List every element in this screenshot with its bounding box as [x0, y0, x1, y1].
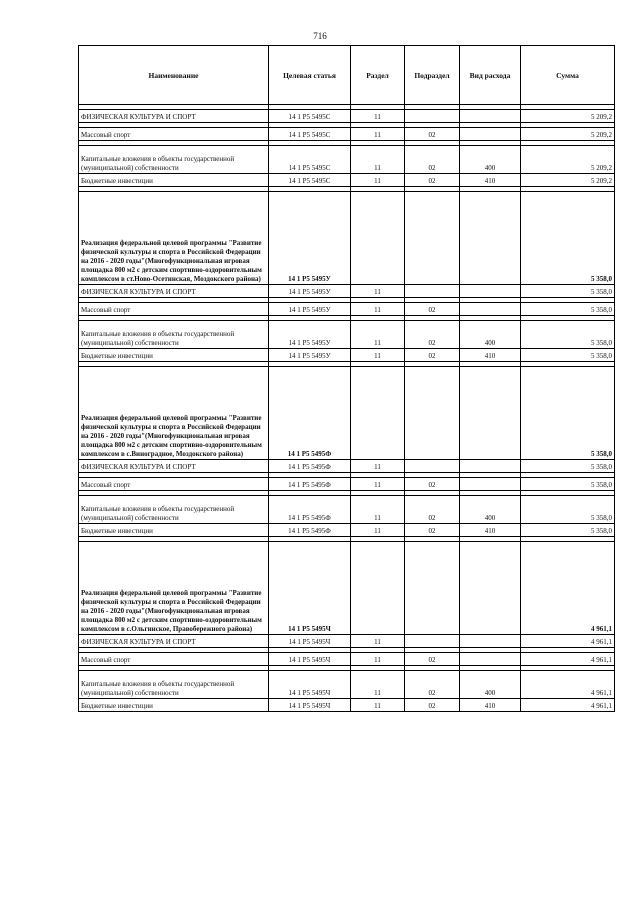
table-row [79, 542, 615, 635]
cell-expense-type [460, 653, 521, 666]
cell-section: 11 [351, 349, 405, 362]
cell-name: Массовый спорт [79, 128, 269, 141]
cell-subsection [405, 460, 460, 473]
cell-sum: 5 209,2 [521, 128, 615, 141]
cell-expense-type [460, 635, 521, 648]
cell-expense-type [460, 542, 521, 635]
cell-code: 14 1 P5 5495Ф [269, 496, 351, 524]
cell-section: 11 [351, 653, 405, 666]
cell-code: 14 1 P5 5495Ф [269, 367, 351, 460]
cell-section: 11 [351, 110, 405, 123]
cell-sum: 5 358,0 [521, 192, 615, 285]
cell-code: 14 1 P5 5495С [269, 110, 351, 123]
cell-sum: 5 358,0 [521, 285, 615, 298]
cell-section: 11 [351, 303, 405, 316]
cell-section: 11 [351, 478, 405, 491]
table-row [79, 349, 615, 362]
cell-sum: 5 358,0 [521, 321, 615, 349]
cell-name: Массовый спорт [79, 478, 269, 491]
cell-name: ФИЗИЧЕСКАЯ КУЛЬТУРА И СПОРТ [79, 110, 269, 123]
cell-sum: 5 358,0 [521, 367, 615, 460]
cell-name: Массовый спорт [79, 303, 269, 316]
cell-expense-type [460, 285, 521, 298]
cell-name: Бюджетные инвестиции [79, 524, 269, 537]
cell-name: Реализация федеральной целевой программы "Развитие физической культуры и спорта в Российской Федерации на 2016 - 2020 годы"(Многофункциональная игровая площадка 800 м2 с детским спортивно-оздоровительным комплексом в с.Ольгинское, Правобережного района) [79, 542, 269, 635]
table-body [79, 105, 615, 712]
cell-section [351, 367, 405, 460]
cell-code: 14 1 P5 5495У [269, 349, 351, 362]
cell-code: 14 1 P5 5495У [269, 285, 351, 298]
table-row [79, 303, 615, 316]
cell-code: 14 1 P5 5495С [269, 128, 351, 141]
cell-section: 11 [351, 128, 405, 141]
cell-name: ФИЗИЧЕСКАЯ КУЛЬТУРА И СПОРТ [79, 285, 269, 298]
cell-expense-type: 400 [460, 146, 521, 174]
cell-expense-type: 410 [460, 349, 521, 362]
cell-code: 14 1 P5 5495Ч [269, 699, 351, 712]
cell-expense-type [460, 478, 521, 491]
cell-subsection: 02 [405, 128, 460, 141]
cell-code: 14 1 P5 5495Ф [269, 460, 351, 473]
cell-expense-type: 400 [460, 321, 521, 349]
cell-subsection: 02 [405, 671, 460, 699]
cell-sum: 5 209,2 [521, 146, 615, 174]
cell-name: Капитальные вложения в объекты государственной (муниципальной) собственности [79, 146, 269, 174]
cell-sum: 5 358,0 [521, 478, 615, 491]
cell-code: 14 1 P5 5495У [269, 321, 351, 349]
table-row [79, 635, 615, 648]
table-row [79, 192, 615, 285]
cell-sum: 5 209,2 [521, 174, 615, 187]
cell-name: Массовый спорт [79, 653, 269, 666]
cell-subsection: 02 [405, 653, 460, 666]
header-section: Раздел [351, 46, 405, 105]
cell-expense-type: 410 [460, 699, 521, 712]
table-row [79, 128, 615, 141]
cell-expense-type [460, 110, 521, 123]
cell-sum: 5 358,0 [521, 496, 615, 524]
cell-name: Капитальные вложения в объекты государственной (муниципальной) собственности [79, 321, 269, 349]
cell-subsection: 02 [405, 321, 460, 349]
header-code: Целевая статья [269, 46, 351, 105]
cell-code: 14 1 P5 5495Ч [269, 635, 351, 648]
cell-sum: 5 358,0 [521, 303, 615, 316]
cell-name: Капитальные вложения в объекты государственной (муниципальной) собственности [79, 671, 269, 699]
cell-section: 11 [351, 496, 405, 524]
table-row [79, 460, 615, 473]
cell-sum: 4 961,1 [521, 699, 615, 712]
cell-subsection: 02 [405, 349, 460, 362]
cell-subsection: 02 [405, 699, 460, 712]
cell-code: 14 1 P5 5495У [269, 303, 351, 316]
cell-expense-type: 410 [460, 524, 521, 537]
cell-subsection [405, 635, 460, 648]
page-number: 716 [313, 31, 327, 41]
cell-subsection [405, 542, 460, 635]
cell-subsection: 02 [405, 524, 460, 537]
cell-code: 14 1 P5 5495С [269, 146, 351, 174]
header-sum: Сумма [521, 46, 615, 105]
cell-section [351, 192, 405, 285]
cell-name: Реализация федеральной целевой программы "Развитие физической культуры и спорта в Российской Федерации на 2016 - 2020 годы"(Многофункциональная игровая площадка 800 м2 с детским спортивно-оздоровительным комплексом в с.Виноградное, Моздокского района) [79, 367, 269, 460]
cell-name: Бюджетные инвестиции [79, 349, 269, 362]
cell-name: Бюджетные инвестиции [79, 174, 269, 187]
cell-sum: 4 961,1 [521, 542, 615, 635]
cell-section: 11 [351, 321, 405, 349]
cell-name: ФИЗИЧЕСКАЯ КУЛЬТУРА И СПОРТ [79, 635, 269, 648]
cell-sum: 5 209,2 [521, 110, 615, 123]
cell-subsection: 02 [405, 174, 460, 187]
cell-subsection: 02 [405, 478, 460, 491]
cell-expense-type [460, 192, 521, 285]
header-subsection: Подраздел [405, 46, 460, 105]
cell-expense-type [460, 460, 521, 473]
cell-section: 11 [351, 635, 405, 648]
table-row [79, 478, 615, 491]
cell-subsection [405, 285, 460, 298]
cell-expense-type: 410 [460, 174, 521, 187]
cell-sum: 5 358,0 [521, 349, 615, 362]
cell-section: 11 [351, 174, 405, 187]
header-name: Наименование [79, 46, 269, 105]
header-expense-type: Вид расхода [460, 46, 521, 105]
cell-name: Капитальные вложения в объекты государственной (муниципальной) собственности [79, 496, 269, 524]
cell-code: 14 1 P5 5495У [269, 192, 351, 285]
cell-section: 11 [351, 524, 405, 537]
cell-section: 11 [351, 460, 405, 473]
table-row [79, 110, 615, 123]
cell-sum: 5 358,0 [521, 460, 615, 473]
table-row [79, 321, 615, 349]
table-row [79, 174, 615, 187]
cell-section: 11 [351, 146, 405, 174]
table-row [79, 699, 615, 712]
cell-subsection: 02 [405, 303, 460, 316]
cell-name: ФИЗИЧЕСКАЯ КУЛЬТУРА И СПОРТ [79, 460, 269, 473]
cell-expense-type [460, 128, 521, 141]
cell-sum: 4 961,1 [521, 653, 615, 666]
cell-code: 14 1 P5 5495Ч [269, 653, 351, 666]
cell-subsection [405, 110, 460, 123]
budget-table [78, 45, 615, 712]
cell-name: Реализация федеральной целевой программы "Развитие физической культуры и спорта в Российской Федерации на 2016 - 2020 годы"(Многофункциональная игровая площадка 800 м2 с детским спортивно-оздоровительным комплексом в ст.Ново-Осетинская, Моздокского района) [79, 192, 269, 285]
cell-section [351, 542, 405, 635]
cell-subsection: 02 [405, 496, 460, 524]
cell-subsection: 02 [405, 146, 460, 174]
cell-expense-type [460, 367, 521, 460]
cell-code: 14 1 P5 5495С [269, 174, 351, 187]
cell-sum: 4 961,1 [521, 635, 615, 648]
cell-sum: 5 358,0 [521, 524, 615, 537]
table-header [79, 46, 615, 105]
cell-subsection [405, 192, 460, 285]
cell-subsection [405, 367, 460, 460]
cell-section: 11 [351, 699, 405, 712]
table-row [79, 496, 615, 524]
cell-sum: 4 961,1 [521, 671, 615, 699]
cell-section: 11 [351, 671, 405, 699]
table-row [79, 653, 615, 666]
cell-name: Бюджетные инвестиции [79, 699, 269, 712]
cell-code: 14 1 P5 5495Ф [269, 524, 351, 537]
cell-expense-type [460, 303, 521, 316]
cell-section: 11 [351, 285, 405, 298]
table-row [79, 524, 615, 537]
table-row [79, 671, 615, 699]
header-row [79, 46, 615, 105]
cell-code: 14 1 P5 5495Ф [269, 478, 351, 491]
cell-expense-type: 400 [460, 496, 521, 524]
cell-code: 14 1 P5 5495Ч [269, 671, 351, 699]
table-row [79, 367, 615, 460]
cell-code: 14 1 P5 5495Ч [269, 542, 351, 635]
table-row [79, 285, 615, 298]
cell-expense-type: 400 [460, 671, 521, 699]
table-row [79, 146, 615, 174]
